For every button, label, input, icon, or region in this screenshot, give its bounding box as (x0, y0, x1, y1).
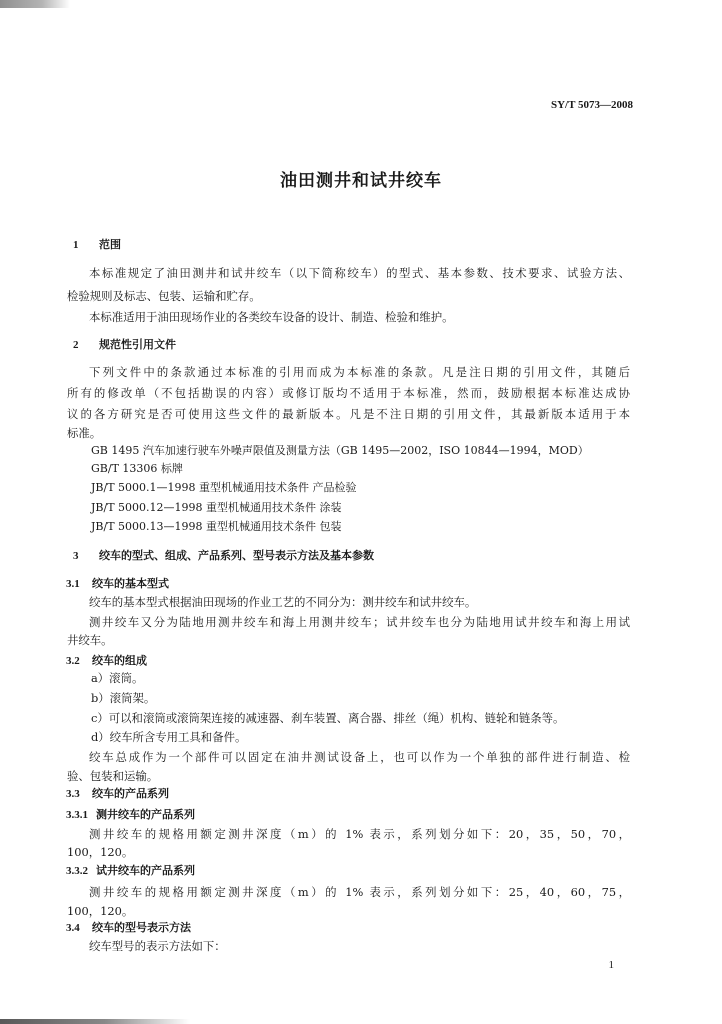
section-number: 1 (73, 239, 79, 251)
page-number: 1 (608, 959, 614, 971)
section-number: 3.1 (66, 578, 80, 590)
section-3-heading (73, 547, 374, 563)
paragraph: 本标准适用于油田现场作业的各类绞车设备的设计、制造、检验和维护。 (89, 310, 454, 324)
scan-edge-top (0, 0, 70, 8)
paragraph-line: 本标准规定了油田测井和试井绞车（以下简称绞车）的型式、基本参数、技术要求、试验方法、 (89, 266, 630, 280)
paragraph-line: 议的各方研究是否可使用这些文件的最新版本。凡是不注日期的引用文件，其最新版本适用于本 (67, 407, 630, 421)
section-number: 3.2 (66, 655, 80, 667)
paragraph-line: 测井绞车又分为陆地用测井绞车和海上用测井绞车；试井绞车也分为陆地用试井绞车和海上用试 (89, 615, 630, 629)
section-title: 测井绞车的产品系列 (96, 808, 195, 821)
list-item: a）滚筒。 (91, 671, 144, 685)
section-title: 绞车的型号表示方法 (92, 921, 191, 934)
reference-item: GB/T 13306 标牌 (91, 462, 183, 475)
section-title: 绞车的产品系列 (92, 787, 169, 800)
paragraph: 绞车的基本型式根据油田现场的作业工艺的不同分为：测井绞车和试井绞车。 (89, 595, 477, 609)
section-number: 2 (73, 339, 79, 351)
paragraph-line: 标准。 (67, 426, 102, 440)
paragraph-line: 测井绞车的规格用额定测井深度（m）的 1% 表示，系列划分如下：25，40，60，75， (89, 885, 630, 899)
list-item: d）绞车所含专用工具和备件。 (91, 730, 247, 744)
section-title: 范围 (99, 238, 121, 251)
paragraph-line: 检验规则及标志、包装、运输和贮存。 (67, 289, 261, 303)
paragraph-line: 所有的修改单（不包括勘误的内容）或修订版均不适用于本标准，然而，鼓励根据本标准达成协 (67, 386, 630, 400)
section-number: 3.3.1 (66, 809, 88, 821)
subsection-3-3-2-heading (66, 862, 195, 878)
section-title: 规范性引用文件 (99, 338, 176, 351)
section-title: 试井绞车的产品系列 (96, 864, 195, 877)
paragraph-line: 井绞车。 (67, 633, 113, 647)
list-item: c）可以和滚筒或滚筒架连接的减速器、刹车装置、离合器、排丝（绳）机构、链轮和链条等。 (91, 711, 565, 725)
section-number: 3.4 (66, 922, 80, 934)
paragraph: 绞车型号的表示方法如下： (89, 939, 226, 953)
paragraph-line: 绞车总成作为一个部件可以固定在油井测试设备上，也可以作为一个单独的部件进行制造、检 (89, 750, 630, 764)
section-title: 绞车的基本型式 (92, 577, 169, 590)
subsection-3-1-heading (66, 575, 169, 591)
paragraph-line: 测井绞车的规格用额定测井深度（m）的 1% 表示，系列划分如下：20，35，50，70， (89, 827, 630, 841)
paragraph-line: 下列文件中的条款通过本标准的引用而成为本标准的条款。凡是注日期的引用文件，其随后 (89, 365, 630, 379)
reference-item: JB/T 5000.12—1998 重型机械通用技术条件 涂装 (91, 501, 342, 514)
reference-item: JB/T 5000.13—1998 重型机械通用技术条件 包装 (91, 520, 342, 533)
subsection-3-3-1-heading (66, 806, 195, 822)
subsection-3-2-heading (66, 652, 147, 668)
section-1-heading (73, 236, 121, 252)
list-item: b）滚筒架。 (91, 691, 156, 705)
section-number: 3.3.2 (66, 865, 88, 877)
section-2-heading (73, 336, 176, 352)
reference-item: JB/T 5000.1—1998 重型机械通用技术条件 产品检验 (91, 481, 357, 494)
section-number: 3.3 (66, 788, 80, 800)
subsection-3-3-heading (66, 785, 169, 801)
standard-number: SY/T 5073—2008 (550, 99, 633, 111)
section-title: 绞车的型式、组成、产品系列、型号表示方法及基本参数 (99, 549, 374, 562)
paragraph-line: 100，120。 (67, 845, 134, 859)
paragraph-line: 100，120。 (67, 904, 134, 918)
section-number: 3 (73, 550, 79, 562)
document-title: 油田测井和试井绞车 (280, 171, 442, 191)
scan-edge-bottom (0, 1019, 190, 1024)
subsection-3-4-heading (66, 919, 191, 935)
reference-item: GB 1495 汽车加速行驶车外噪声限值及测量方法（GB 1495—2002，ISO 10844—1994，MOD） (91, 444, 589, 457)
paragraph-line: 验、包装和运输。 (67, 769, 159, 783)
section-title: 绞车的组成 (92, 654, 147, 667)
